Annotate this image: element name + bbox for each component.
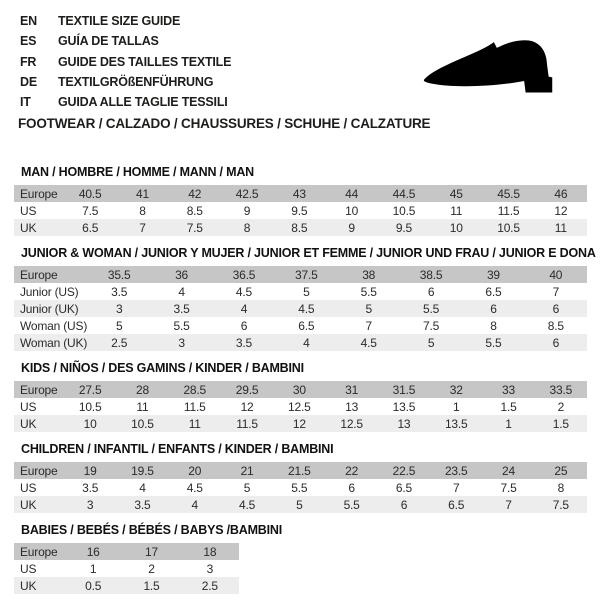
size-cell: 45.5	[482, 185, 534, 202]
size-cell: 40	[525, 266, 587, 283]
row-label-cell: UK	[14, 415, 64, 432]
table-row	[14, 560, 239, 577]
size-cell: 5	[273, 496, 325, 513]
row-label-cell: US	[20, 399, 37, 414]
size-cell: 18	[181, 543, 239, 560]
table-row	[14, 398, 587, 415]
table-row	[14, 543, 239, 560]
size-cell: 36	[150, 266, 212, 283]
size-cell: 11	[535, 219, 587, 236]
size-cell: 2.5	[88, 334, 150, 351]
size-cell: 21.5	[273, 462, 325, 479]
size-cell: 6	[427, 284, 435, 299]
size-table	[14, 462, 587, 513]
size-cell: 9.5	[378, 219, 430, 236]
size-cell: 17	[122, 543, 180, 560]
size-cell: 6.5	[485, 284, 502, 299]
size-cell: 7	[116, 219, 168, 236]
size-cell: 41	[116, 185, 168, 202]
size-table	[14, 381, 587, 432]
size-cell: 46	[535, 185, 587, 202]
size-cell: 2.5	[181, 577, 239, 594]
size-cell: 9	[243, 203, 251, 218]
table-row	[14, 185, 587, 202]
table-row	[14, 479, 587, 496]
size-cell: 10.5	[116, 415, 168, 432]
size-table-section	[0, 165, 600, 236]
size-table-section	[0, 246, 600, 351]
size-cell: 44	[325, 185, 377, 202]
size-cell: 30	[273, 381, 325, 398]
size-cell: 28	[116, 381, 168, 398]
size-table	[14, 266, 587, 351]
row-label-cell: US	[20, 203, 37, 218]
size-cell: 3.5	[82, 480, 99, 495]
size-cell: 5	[338, 300, 400, 317]
dress-shoe-icon	[396, 27, 576, 99]
size-cell: 19	[64, 462, 116, 479]
size-cell: 10	[64, 415, 116, 432]
size-cell: 2	[557, 399, 565, 414]
size-cell: 3.5	[150, 300, 212, 317]
size-cell: 1.5	[535, 415, 587, 432]
size-cell: 7	[452, 480, 460, 495]
size-cell: 5.5	[291, 480, 308, 495]
size-cell: 4.5	[338, 334, 400, 351]
size-cell: 8	[557, 480, 565, 495]
size-cell: 11.5	[497, 203, 520, 218]
size-cell: 33	[482, 381, 534, 398]
size-cell: 6.5	[395, 480, 412, 495]
table-row	[14, 300, 587, 317]
size-cell: 1	[452, 399, 460, 414]
size-cell: 5.5	[462, 334, 524, 351]
table-row	[14, 202, 587, 219]
size-cell: 6	[462, 300, 524, 317]
size-cell: 7.5	[169, 219, 221, 236]
size-cell: 22	[325, 462, 377, 479]
size-cell: 4.5	[221, 496, 273, 513]
size-cell: 3.5	[213, 334, 275, 351]
row-label-cell: Junior (US)	[20, 284, 79, 299]
table-row	[14, 462, 587, 479]
size-table-section	[0, 442, 600, 513]
size-table-title: BABIES / BEBÉS / BÉBÉS / BABYS /BAMBINI	[21, 523, 282, 538]
size-cell: 20	[169, 462, 221, 479]
size-cell: 19.5	[116, 462, 168, 479]
size-cell: 42	[169, 185, 221, 202]
size-cell: 5	[400, 334, 462, 351]
size-cell: 7	[552, 284, 560, 299]
row-label-cell: Woman (UK)	[14, 334, 88, 351]
size-cell: 21	[221, 462, 273, 479]
size-cell: 31.5	[378, 381, 430, 398]
size-cell: 43	[273, 185, 325, 202]
size-cell: 5.5	[360, 284, 377, 299]
language-code: IT	[20, 95, 31, 110]
size-cell: 13	[345, 399, 359, 414]
size-cell: 12	[273, 415, 325, 432]
size-cell: 23.5	[430, 462, 482, 479]
size-cell: 4	[169, 496, 221, 513]
size-cell: 12.5	[288, 399, 311, 414]
language-code: ES	[20, 34, 37, 49]
size-cell: 39	[462, 266, 524, 283]
size-cell: 13	[378, 415, 430, 432]
size-table	[14, 185, 587, 236]
size-cell: 12	[554, 203, 568, 218]
row-label-cell: UK	[14, 219, 64, 236]
size-cell: 13.5	[392, 399, 416, 414]
size-cell: 10	[345, 203, 359, 218]
size-cell: 8.5	[547, 318, 564, 333]
size-cell: 3.5	[111, 284, 128, 299]
language-code: DE	[20, 74, 37, 89]
size-cell: 6.5	[64, 219, 116, 236]
row-label-cell: US	[20, 561, 37, 576]
size-cell: 5.5	[400, 300, 462, 317]
row-label-cell: Junior (UK)	[14, 300, 88, 317]
table-row	[14, 577, 239, 594]
size-cell: 8.5	[186, 203, 203, 218]
size-cell: 6	[525, 334, 587, 351]
size-cell: 1.5	[122, 577, 180, 594]
row-label-cell: UK	[14, 577, 64, 594]
row-label-cell: Europe	[14, 266, 88, 283]
size-cell: 4.5	[235, 284, 252, 299]
table-row	[14, 317, 587, 334]
size-cell: 6	[240, 318, 248, 333]
size-cell: 35.5	[88, 266, 150, 283]
size-cell: 8	[139, 203, 146, 218]
table-row	[14, 283, 587, 300]
row-label-cell: Europe	[14, 381, 64, 398]
size-cell: 11.5	[183, 399, 206, 414]
row-label-cell: Europe	[14, 462, 64, 479]
size-cell: 24	[482, 462, 534, 479]
table-row	[14, 266, 587, 283]
size-cell: 36.5	[213, 266, 275, 283]
size-cell: 28.5	[169, 381, 221, 398]
size-cell: 11	[169, 415, 221, 432]
size-cell: 7.5	[500, 480, 517, 495]
size-cell: 10.5	[78, 399, 102, 414]
table-row	[14, 334, 587, 351]
size-cell: 6	[525, 300, 587, 317]
size-cell: 5.5	[173, 318, 190, 333]
size-cell: 3	[88, 300, 150, 317]
size-cell: 27.5	[64, 381, 116, 398]
size-tables	[0, 165, 600, 594]
row-label-cell: Woman (US)	[20, 318, 88, 333]
row-label-cell: UK	[14, 496, 64, 513]
size-table-title: JUNIOR & WOMAN / JUNIOR Y MUJER / JUNIOR ET FEMME / JUNIOR UND FRAU / JUNIOR E DONA	[21, 246, 596, 261]
size-cell: 3	[206, 561, 214, 576]
size-cell: 6	[348, 480, 355, 495]
size-cell: 5	[115, 318, 123, 333]
size-cell: 31	[325, 381, 377, 398]
size-cell: 1	[89, 561, 97, 576]
size-cell: 3.5	[116, 496, 168, 513]
size-cell: 6.5	[430, 496, 482, 513]
size-cell: 44.5	[378, 185, 430, 202]
row-label-cell: US	[20, 480, 37, 495]
size-cell: 22.5	[378, 462, 430, 479]
size-cell: 4	[213, 300, 275, 317]
size-cell: 7.5	[82, 203, 99, 218]
size-cell: 6	[378, 496, 430, 513]
size-cell: 2	[148, 561, 155, 576]
size-cell: 8	[490, 318, 497, 333]
size-cell: 16	[64, 543, 122, 560]
size-cell: 9	[325, 219, 377, 236]
size-cell: 12	[240, 399, 254, 414]
size-cell: 6.5	[298, 318, 315, 333]
size-cell: 38	[338, 266, 400, 283]
size-table	[14, 543, 239, 594]
size-cell: 40.5	[64, 185, 116, 202]
size-cell: 10.5	[392, 203, 416, 218]
table-row	[14, 381, 587, 398]
size-table-section	[0, 361, 600, 432]
row-label-cell: Europe	[14, 543, 64, 560]
size-cell: 42.5	[221, 185, 273, 202]
size-cell: 5	[303, 284, 310, 299]
size-cell: 13.5	[430, 415, 482, 432]
size-cell: 8	[221, 219, 273, 236]
language-label: GUIDE DES TAILLES TEXTILE	[58, 54, 232, 69]
language-label: GUÍA DE TALLAS	[58, 34, 159, 49]
category-line: FOOTWEAR / CALZADO / CHAUSSURES / SCHUHE / CALZATURE	[18, 116, 431, 132]
size-cell: 38.5	[400, 266, 462, 283]
size-cell: 10.5	[482, 219, 534, 236]
size-cell: 7	[482, 496, 534, 513]
size-cell: 4	[178, 284, 185, 299]
language-code: EN	[20, 14, 37, 28]
size-table-title: CHILDREN / INFANTIL / ENFANTS / KINDER / BAMBINI	[21, 442, 334, 457]
size-cell: 29.5	[221, 381, 273, 398]
size-cell: 33.5	[535, 381, 587, 398]
size-cell: 3	[64, 496, 116, 513]
size-cell: 45	[430, 185, 482, 202]
size-cell: 5	[243, 480, 251, 495]
size-cell: 4	[275, 334, 337, 351]
size-cell: 0.5	[64, 577, 122, 594]
table-row	[14, 415, 587, 432]
size-cell: 10	[430, 219, 482, 236]
size-cell: 4.5	[275, 300, 337, 317]
size-cell: 12.5	[325, 415, 377, 432]
size-cell: 25	[535, 462, 587, 479]
size-cell: 11	[136, 399, 149, 414]
language-label: GUIDA ALLE TAGLIE TESSILI	[58, 95, 228, 110]
size-cell: 32	[430, 381, 482, 398]
size-cell: 11	[450, 203, 463, 218]
size-cell: 4	[139, 480, 146, 495]
size-cell: 7.5	[535, 496, 587, 513]
size-table-section	[0, 523, 600, 594]
size-cell: 8.5	[273, 219, 325, 236]
size-cell: 5.5	[325, 496, 377, 513]
language-label: TEXTILGRÖßENFÜHRUNG	[58, 74, 214, 89]
table-row	[14, 496, 587, 513]
table-row	[14, 219, 587, 236]
size-cell: 7	[365, 318, 372, 333]
size-cell: 3	[150, 334, 212, 351]
language-label: TEXTILE SIZE GUIDE	[58, 14, 181, 28]
language-code: FR	[20, 54, 37, 69]
size-cell: 1	[482, 415, 534, 432]
size-cell: 37.5	[275, 266, 337, 283]
size-cell: 4.5	[186, 480, 203, 495]
size-cell: 11.5	[221, 415, 273, 432]
size-cell: 9.5	[291, 203, 308, 218]
row-label-cell: Europe	[14, 185, 64, 202]
size-cell: 7.5	[423, 318, 440, 333]
size-cell: 1.5	[500, 399, 517, 414]
size-table-title: KIDS / NIÑOS / DES GAMINS / KINDER / BAMBINI	[21, 361, 304, 376]
size-table-title: MAN / HOMBRE / HOMME / MANN / MAN	[21, 165, 254, 180]
